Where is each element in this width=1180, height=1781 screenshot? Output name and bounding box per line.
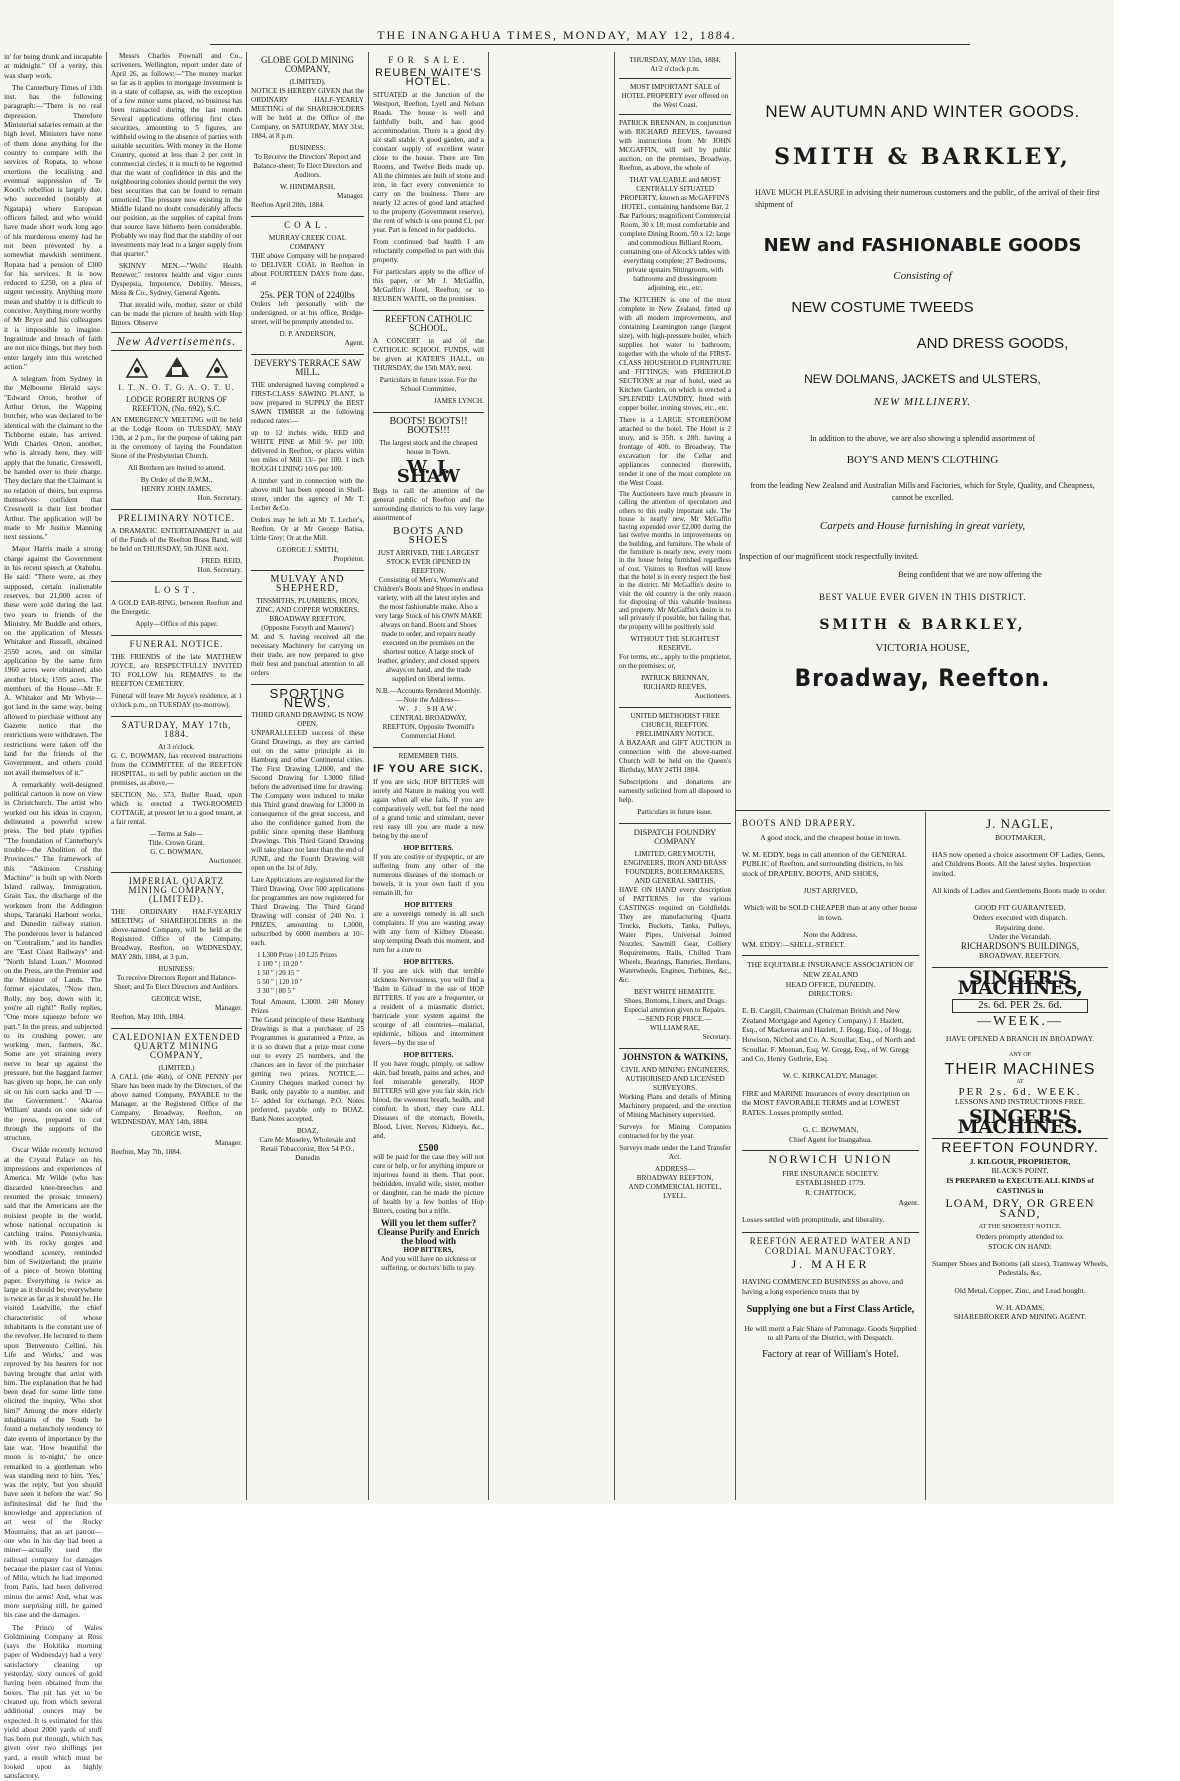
lodge-signer: HENRY JOHN JAMES, <box>141 485 212 493</box>
norwich-role: Agent. <box>898 1197 919 1207</box>
dispatch-sub2: ENGINEERS, IRON AND BRASS FOUNDERS, BOILERMAKERS, AND GENERAL SMITHS, <box>623 859 727 886</box>
coal-body: THE above Company will be prepared to DELIVER COAL in Reefton in about FOURTEEN DAYS from date, at <box>251 252 364 287</box>
prelim-body: A DRAMATIC ENTERTAINMENT in aid of the Funds of the Reefton Brass Band, will be held on THURSDAY, 5th JUNE next. <box>111 527 242 553</box>
catholic-body: A CONCERT in aid of the CATHOLIC SCHOOL FUNDS, will be given at KATER'S HALL, on THURSDAY, the 15th MAY, next. <box>373 337 484 372</box>
sawmill-body: THE undersigned having completed a FIRST-CLASS SAWING PLANT, is now prepared to SUPPLY the BEST SAWN TIMBER at the following reduced rates:— <box>251 381 364 425</box>
norwich-notice <box>742 1152 919 1224</box>
johnston-heading: JOHNSTON & WATKINS, <box>622 1052 728 1063</box>
imperial-role: Manager. <box>215 1004 242 1012</box>
equitable-signer: G. C. BOWMAN, <box>802 1125 859 1134</box>
foundry-stock: STOCK ON HAND: <box>988 1241 1052 1251</box>
methodist-body: A BAZAAR and GIFT AUCTION in connection with the above-named Church will be held on the Queen's Birthday, MAY 24TH 1884. <box>619 739 731 775</box>
hop-body6: will be paid for the case they will not cure or help, or for anything impure or injurious found in them. That poor, bedridden, invalid wife, sister, mother or daughter, can be made the picture of health by a few bottles of Hop Bitters, costing but a trifle. <box>373 1153 484 1215</box>
nagle-addr: BROADWAY, REEFTON. <box>979 951 1061 961</box>
sporting-agent: BOAZ, <box>296 1127 319 1135</box>
advert-best-value: BEST VALUE EVER GIVEN IN THIS DISTRICT. <box>819 592 1026 602</box>
nagle-under: Under the Verandah. <box>988 932 1052 942</box>
globe-items: To Receive the Directors' Report and Balance-sheet; To Elect Directors and Auditors. <box>253 153 362 179</box>
prelim-signer: FRED. REID, <box>201 557 242 565</box>
sale-terms: —Terms at Sale— <box>149 830 204 838</box>
reuben-body3: For particulars apply to the office of this paper, or Mr J. McGaffin, McGaffin's Hotel, Reefton; or to REUBEN WAITE, on the premises. <box>373 268 484 303</box>
singer-heading: SINGER'S MACHINES, <box>957 966 1083 999</box>
nagle-body2: All kinds of Ladies and Gentlemens Boots made to order. <box>932 886 1107 896</box>
hop-bitters-label: HOP BITTERS. <box>403 958 454 966</box>
foundry-notice-time: AT THE SHORTEST NOTICE. <box>978 1223 1062 1231</box>
eddy-body2: Which will be SOLD CHEAPER than at any other house in town. <box>743 903 918 922</box>
mcgaffin-heading: THURSDAY, MAY 15th, 1884, <box>629 56 721 64</box>
advert-consisting: Consisting of <box>893 270 952 282</box>
lost-apply: Apply—Office of this paper. <box>135 620 218 628</box>
hop-heading: IF YOU ARE SICK. <box>373 763 484 775</box>
hop-bitters-label: HOP BITTERS, <box>403 1246 454 1254</box>
mulvay-heading: MULVAY AND SHEPHERD, <box>270 574 345 594</box>
globe-date: Reefton April 28th, 1884. <box>251 201 325 209</box>
foundry-agent: W. H. ADAMS, <box>995 1302 1045 1312</box>
hop-reward: £500 <box>418 1143 439 1154</box>
sale-heading: SATURDAY, MAY 17th, 1884. <box>121 720 232 739</box>
sawmill-heading: DEVERY'S TERRACE SAW MILL. <box>253 358 362 377</box>
advert-new-goods: NEW and FASHIONABLE GOODS <box>763 235 1082 256</box>
eddy-sig: WM. EDDY:—SHELL-STREET. <box>742 939 846 949</box>
sporting-agent-addr: Care Mr Moseley, Wholesale and Retail Tobacconist, Box 54 P.O., Dunedin <box>259 1136 356 1162</box>
foundry-body3: Old Metal, Copper, Zinc, and Lead bought. <box>954 1285 1086 1295</box>
coal-signer: D. P. ANDERSON, <box>279 330 336 338</box>
sawmill-notice <box>251 359 364 564</box>
lodge-name: LODGE ROBERT BURNS OF REEFTON, (No. 692), S.C. <box>126 395 227 413</box>
mulvay-addr2: (Opposite Forsyth and Masters') <box>261 624 354 632</box>
lost-heading: LOST. <box>154 585 199 595</box>
johnston-body2: Surveys for Mining Companies contracted for by the year. <box>619 1123 731 1141</box>
globe-body: NOTICE IS HEREBY GIVEN that the ORDINARY HALF-YEARLY MEETING of the SHAREHOLDERS will be held at the Office of the Company, on SATURDAY, MAY 31st, 1884, at 8 p.m. <box>251 87 364 140</box>
column-2 <box>107 52 246 1497</box>
column-rule <box>488 52 489 1500</box>
caledonian-heading: CALEDONIAN EXTENDED QUARTZ MINING COMPANY, <box>112 1032 241 1060</box>
coal-price: 25s. PER TON of 2240lbs <box>260 290 355 300</box>
aerated-water-notice <box>742 1237 919 1360</box>
mcgaffin-signer1: PATRICK BRENNAN, <box>641 674 709 683</box>
johnston-notice <box>619 1053 731 1201</box>
aerated-body: HAVING COMMENCED BUSINESS as above, and having a long experience trusts that by <box>742 1277 904 1296</box>
aerated-heading: REEFTON AERATED WATER AND CORDIAL MANUFACTORY. <box>749 1235 912 1256</box>
mcgaffin-sale-notice <box>619 56 731 701</box>
hop-body5: If you have rough, pimply, or sallow skin, bad breath, pains and aches, and feel miserable generally, HOP BITTERS will give you fair skin, rich blood, the sweetest breath, health, and comfort. In short, they cure ALL Diseases of the stomach, Bowels, Blood, Liver, Nerves, Kidneys, &c., and, <box>373 1060 484 1140</box>
equitable-role: Chief Agent for Inangahua. <box>788 1134 873 1144</box>
advert-tweeds: NEW COSTUME TWEEDS <box>791 299 974 316</box>
dispatch-foundry-notice <box>619 828 731 1042</box>
dispatch-shoes: Shoes, Bottoms, Liners, and Drags. <box>624 997 726 1006</box>
column-1 <box>0 52 106 1781</box>
sporting-notice <box>251 686 364 1163</box>
prelim-role: Hon. Secretary. <box>197 566 242 574</box>
smith-barkley-advert <box>735 52 1110 807</box>
shaw-tag: The largest stock and the cheapest house in Town. <box>379 439 478 456</box>
news-paragraph: A remarkably well-designed political cartoon is now on view in Christchurch. The artist who worked out his ideas in crayon, delineated a powerful screw press. The bed plate typifies "The foundation of Canterbury's trouble—the Abolition of the Provinces." The framework of this "Atkinson Crushing Machine" is built up with North Island railway, Immigration, Grain Tax, the discharge of the workmen from the Addington shops, Taranaki Harbour works, and Dunedin railway station. The ponderous lever is balanced on "Centralism," and its handles are "East Coast Railways" and "North Island Loan." Mounted on the Press, are the Premier and the Minister of Lands. The former ejaculates, "Now then, Rolly, my boy, down with it; you're all right!" Rolly replies, "One more squeeze before we part." In the press, and subjected to its crushing power, are working men, farmers, &c. Some are yet straining every nerve to bear up against the pressure, but the haggard farmer has given up hope, he can only sit on his corn sacks and 'D —the Government.' 'Akaroa William' stands on one side of the press, prepared to cut through the supports of the structure. <box>4 779 102 1143</box>
caledonian-body: A CALL (the 46th), of ONE PENNY per Share has been made by the Directors, of the above named Company, PAYABLE to the Manager, at the Registered Office of the Company, Broadway, Reefton, on WEDNESDAY, MAY 14th, 1884. <box>111 1073 242 1126</box>
eddy-notice <box>742 819 919 949</box>
prize-row: 3 30 " | 80 5 " <box>257 987 296 995</box>
shaw-name: W. J. SHAW <box>396 457 461 487</box>
shaw-note: —Note the Address— <box>396 696 461 704</box>
hop-cleanse: Cleanse Purify and Enrich the blood with <box>377 1227 480 1246</box>
caledonian-signer: GEORGE WISE, <box>151 1130 202 1138</box>
foundry-notice <box>932 1139 1108 1322</box>
johnston-sub2: AUTHORISED AND LICENSED SURVEYORS. <box>625 1075 725 1093</box>
hop-bitters-notice <box>373 752 484 1273</box>
advert-mills: from the leading New Zealand and Australian Mills and Factories, which for Style, Quality, and Cheapness, cannot be excelled. <box>750 481 1095 502</box>
singer-their: THEIR MACHINES <box>944 1060 1096 1078</box>
hop-bitters-label: HOP BITTERS. <box>403 844 454 852</box>
shaw-boots: BOOTS! BOOTS!! BOOTS!!! <box>389 416 468 436</box>
hop-bitters-label: HOP BITTERS. <box>403 1051 454 1059</box>
coal-role: Agent. <box>344 339 364 347</box>
singer-week: —WEEK.— <box>977 1013 1063 1029</box>
mcgaffin-body: PATRICK BRENNAN, in conjunction with RICHARD REEVES, favoured with instructions from Mr JOHN MCGAFFIN, will sell by public auction, on the premises, Broadway, Reefton, as above, the whole of <box>619 119 731 172</box>
news-paragraph: Major Harris made a strong charge against the Government in his recent speech at Otahuhu. He said: "There were, as they supposed, certain inalienable reserves, but 21,000 acres of these were sold during the last two years to friends of the Ministry. Mr Buddle and others, on the application of Messrs Whitaker and Russell, obtained 2550 acres, and on similar application by the same firm 1960 acres were obtained; also another block; 1595 acres. The members of the House—Mr F. A. Whitaker and Mr Whyte—got land in the same way, being allowed to purchase without any Gazette notice that the restrictions were withdrawn. The restrictions were taken off the land for the friends of the Government, and others could not avail themselves of it." <box>4 544 102 777</box>
advert-addition: In addition to the above, we are also showing a splendid assortment of <box>809 434 1036 443</box>
sporting-body: UNPARALLELED success of these Grand Drawings, as they are carried out on the same principle as in Hamburg and other Continental cities. The First Drawing L2000, and the Second Drawing for L3000 filled before the advertised time for drawing. The Company were induced to make this Third grand drawing for L3000 in consequence of the great success, and also the confidence gained from the public since opening these Hamburg Drawings. This Third Grand Drawing will take place not later than the end of JUNE, and the Fourth Drawing will open on the 1st of July. <box>251 729 364 872</box>
column-4 <box>369 52 488 1497</box>
funeral-body: THE FRIENDS of the late MATTHEW JOYCE, are RESPECTFULLY INVITED TO FOLLOW his REMAINS to the REEFTON CEMETERY. <box>111 653 242 688</box>
johnston-body3: Surveys made under the Land Transfer Act. <box>619 1144 731 1162</box>
advert-inspection: Inspection of our magnificent stock respectfully invited. <box>739 552 919 561</box>
equitable-notice <box>742 960 919 1144</box>
column-7 <box>926 815 1114 1500</box>
johnston-addr: ADDRESS— <box>655 1165 695 1174</box>
prelim-heading: PRELIMINARY NOTICE. <box>117 513 236 523</box>
foundry-loam: LOAM, DRY, OR GREEN SAND, <box>945 1196 1095 1220</box>
nagle-sub: BOOTMAKER, <box>995 832 1045 842</box>
nagle-repair: Repairing done. <box>995 922 1045 932</box>
hop-body2: If you are costive or dyspeptic, or are suffering from any other of the numerous diseases of the stomach or bowels, it is your own fault if you remain ill, for <box>373 853 484 897</box>
coal-notice <box>251 221 364 348</box>
masthead-title: THE INANGAHUA TIMES, MONDAY, MAY 12, 1884. <box>377 28 737 42</box>
methodist-notice <box>619 712 731 817</box>
nagle-notice <box>932 816 1108 961</box>
dispatch-sub: LIMITED, GREYMOUTH, <box>634 850 716 859</box>
singer-lessons: LESSONS AND INSTRUCTIONS FREE. <box>955 1097 1085 1107</box>
foundry-body: IS PREPARED to EXECUTE ALL KINDS of CASTINGS in <box>946 1176 1094 1195</box>
singer-notice <box>932 966 1108 1138</box>
lost-notice <box>111 586 242 629</box>
johnston-addr3: AND COMMERCIAL HOTEL, LYELL. <box>628 1183 722 1201</box>
globe-sub: (LIMITED). <box>289 78 326 86</box>
sporting-total: Total Amount, L3000. 240 Money Prizes <box>251 998 364 1015</box>
sale-time: At 3 o'clock. <box>158 743 195 751</box>
sporting-heading: SPORTING NEWS. <box>269 686 346 710</box>
equitable-manager: W. C. KIRKCALDY, Manager. <box>782 1071 879 1081</box>
foundry-orders: Orders promptly attended to. <box>976 1231 1064 1241</box>
prize-row: 1 100 " | 10 20 " <box>257 960 303 968</box>
eddy-tag: A good stock, and the cheapest house in town. <box>760 832 901 842</box>
mulvay-sub: TINSMITHS, PLUMBERS, IRON, ZINC, AND COPPER WORKERS, <box>255 597 360 614</box>
globe-signer: W. HINDMARSH, <box>279 183 336 191</box>
hop-bitters-label: HOP BITTERS <box>404 901 453 909</box>
hop-end: And you will have no sickness or suffering, or doctors' bills to pay. <box>380 1255 477 1272</box>
column-3 <box>247 52 368 1497</box>
news-paragraph: The Canterbury Times of 13th inst. has the following paragraph:—"There is no real depression. Therefore Ministerial salaries remain at the high level. Ministers have none of them done anything for the country to compare with the services of Ropata, to whose exertions the localising and eventual suppression of Te Kooti's rebellion is largely due, who succeeded (notably at Ngatapa) where European officers failed, and who would have made short work long ago of his murderous enemy had he not been prevented by a somewhat mawkish sentiment. Ropata had a pension of £300 for his services. It is now reduced to £250, on a plea of urgent necessity. Anything more mean and shabby it is difficult to conceive. Anything more worthy of Mr Bryce and his colleagues it is impossible to imagine. Ingratitude and breach of faith are not nice things, but they both enter largely into this wretched action." <box>4 82 102 371</box>
funeral-heading: FUNERAL NOTICE. <box>129 639 224 649</box>
lodge-order-by: By Order of the R.W.M., <box>140 476 213 484</box>
advert-address: Broadway, Reefton. <box>794 664 1051 692</box>
sale-signer: G. C. BOWMAN, <box>150 848 203 856</box>
nagle-bldg: RICHARDSON'S BUILDINGS, <box>960 940 1080 951</box>
sawmill-signer: GEORGE J. SMITH, <box>276 546 339 554</box>
aerated-supply: Supplying one but a First Class Article, <box>746 1304 915 1316</box>
norwich-est: ESTABLISHED 1779. <box>795 1178 866 1188</box>
foundry-prop: J. KILGOUR, PROPRIETOR, <box>969 1156 1071 1166</box>
advert-millinery: NEW MILLINERY. <box>873 396 972 408</box>
johnston-sub: CIVIL AND MINING ENGINEERS, <box>621 1066 729 1075</box>
prize-table <box>257 951 358 996</box>
advert-firm-name: SMITH & BARKLEY, <box>774 144 1071 170</box>
dispatch-role: Secretary. <box>702 1033 731 1042</box>
reuben-heading: REUBEN WAITE'S HOTEL. <box>375 67 482 88</box>
aerated-name: J. MAHER <box>791 1257 870 1272</box>
reuben-notice <box>373 69 484 304</box>
singer-per: PER 2s. 6d. WEEK. <box>958 1085 1082 1098</box>
dispatch-price: —SEND FOR PRICE.— <box>638 1015 712 1024</box>
mcgaffin-signer2: RICHARD REEVES, <box>643 683 707 692</box>
funeral-body2: Funeral will leave Mr Joyce's residence, at 1 o'clock p.m., on TUESDAY (to-morrow). <box>111 692 242 709</box>
dispatch-repairs: Especial attention given to Repairs. <box>624 1006 726 1015</box>
shaw-body2: Consisting of Men's, Women's and Children's Boots and Shoes in endless variety, with all the latest styles and the most fashionable make. Also a very large Stock of his OWN MAKE always on hand. Boots and Shoes made to order, and repairs neatly executed on the premises on the shortest notice. A large stock of leather, grindery, and closed uppers always on hand, and the trade supplied on liberal terms. <box>373 576 484 683</box>
lodge-invite: All Brethren are invited to attend. <box>128 464 225 472</box>
methodist-body3: Particulars in future issue. <box>637 808 713 817</box>
prize-row: 1 L300 Prize | 10 L25 Prizes <box>257 951 337 959</box>
for-sale-heading: FOR SALE. <box>388 55 469 65</box>
sawmill-body2: A timber yard in connection with the above mill has been opened in Shell-street, under the agency of Mr T. Lecher & Co. <box>251 477 364 512</box>
shaw-addr: CENTRAL BROADWAY, REEFTON, Opposite Twomill's Commercial Hotel. <box>382 714 475 740</box>
equitable-body: E. B. Cargill, Chairman (Chairman British and New Zealand Mortgage and Agency Company.) J. Hazlett, Esq., of Mackerras and Hazlett, J. Hogg, Esq., of Hogg, Howison, Nichol and Co. A. Scoullar, Esq., of North and Scoullar. F. Meenan, Esq. W. Gregg, Esq., of W. Gregg and Co. Henry Guthrie, Esq. <box>742 1006 915 1064</box>
norwich-agent: R. CHATTOCK, <box>804 1187 857 1197</box>
funeral-notice <box>111 640 242 710</box>
news-paragraph: The Prince of Wales Goldmining Company at Ross (says the Hokitika morning paper of Wednesday) had a very satisfactory cleaning up yesterday, sixty ounces of gold having been obtained from the boxes. The pit has yet to be cleaned up, from which several additional ounces may be expected. It is estimated for this yield about 2000 yards of stuff has been put through, which has given over two shillings per yard, a result which must be looked upon as highly satisfactory. <box>4 1622 102 1781</box>
advert-headline: NEW AUTUMN AND WINTER GOODS. <box>765 102 1080 121</box>
advert-victoria: VICTORIA HOUSE, <box>875 642 970 654</box>
mcgaffin-store: There is a LARGE STOREROOM attached to the hotel. The Hotel is 2 story, and is 35ft. x 28ft. having a frontage of 40ft. to Broadway. The excavation for the Cellar and appliances connected therewith, render it one of the most complete on the West Coast. <box>619 416 731 487</box>
aerated-factory: Factory at rear of William's Hotel. <box>762 1349 899 1361</box>
imperial-body: THE ORDINARY HALF-YEARLY MEETING of SHAREHOLDERS in the above-named Company, will be held at the Registered Office of the Company, Broadway, Reefton, on WEDNESDAY, MAY 28th, 1884, at 3 p.m. <box>111 908 242 961</box>
sawmill-body3: Orders may be left at Mr T. Lecher's, Reefton. Or at Mr George Batisa, Little Grey; Or at the Mill. <box>251 516 364 542</box>
advert-dolmans: NEW DOLMANS, JACKETS and ULSTERS, <box>804 372 1041 386</box>
catholic-heading: REEFTON CATHOLIC SCHOOL. <box>384 314 473 333</box>
foundry-heading: REEFTON FOUNDRY. <box>941 1139 1099 1156</box>
lodge-body: AN EMERGENCY MEETING will be held at the Lodge Room on TUESDAY, MAY 13th, at 2 p.m., for the purpose of taking part in the ceremony of laying the Foundation Stone of the Presbyterian Church. <box>111 416 242 460</box>
news-paragraph: in' for being drunk and incapable at midnight." Of a verity, this was sharp work. <box>4 52 102 80</box>
column-5 <box>615 52 735 1497</box>
nagle-heading: J. NAGLE, <box>986 816 1054 831</box>
sale-body: G. C. BOWMAN, has received instructions from the COMMITTEE of the REEFTON HOSPITAL, to sell by public auction on the premises, as above,— <box>111 752 242 787</box>
shaw-notice <box>373 417 484 741</box>
catholic-body2: Particulars in future issue. For the School Committee, <box>379 376 478 393</box>
hop-question: Will you let them suffer? <box>380 1218 477 1228</box>
imperial-notice <box>111 877 242 1022</box>
prize-row: 5 50 " | 120 10 " <box>257 978 303 986</box>
equitable-office: HEAD OFFICE, DUNEDIN. <box>785 979 876 989</box>
hop-body3: are a sovereign remedy in all such complaints. If you are wasting away with any form of Kidney Disease, stop tempting Death this moment, and turn for a cure to <box>373 910 484 954</box>
coal-heading: COAL. <box>284 220 331 230</box>
advert-dress-goods: AND DRESS GOODS, <box>916 335 1069 352</box>
imperial-items: To receive Directors Report and Balance-Sheet; and To Elect Directors and Auditors. <box>114 974 239 991</box>
caledonian-date: Reefton, May 7th, 1884. <box>111 1148 182 1156</box>
globe-business: BUSINESS: <box>289 144 326 152</box>
johnston-addr2: BROADWAY REEFTON, <box>636 1174 714 1183</box>
shaw-body: Begs to call the attention of the general public of Reefton and the surrounding districts to his very large assortment of <box>373 487 484 522</box>
coal-company: MURRAY CREEK COAL COMPANY <box>268 234 347 251</box>
reuben-body: SITUATED at the Junction of the Westport, Reefton, Lyell and Nelson Roads. The house is well and faithfully built, and has good accommodation. There is a good dry six stall stable. A good garden, and a constant supply of excellent water close to the house. There are Ten Rooms, and Twelve Beds made up. All the chimnies are built of stone and iron, in fact every convenience to carry on the business. There are nearly 12 acres of good land attached to the property (Government reserve), the rent of which is one pound £1, per year. Part is fenced in for paddocks. <box>373 91 484 234</box>
imperial-heading: IMPERIAL QUARTZ MINING COMPANY, (LIMITED). <box>128 876 225 904</box>
eddy-heading: BOOTS AND DRAPERY. <box>742 818 856 828</box>
globe-role: Manager. <box>337 192 364 200</box>
imperial-date: Reefton, May 10th, 1884. <box>111 1013 185 1021</box>
advert-carpets: Carpets and House furnishing in great variety, <box>819 520 1026 532</box>
dispatch-white: BEST WHITE HEMATITE. <box>634 988 716 997</box>
imperial-business: BUSINESS: <box>158 965 195 973</box>
hop-body: If you are sick, HOP BITTERS will surely aid Nature in making you well again when all else fails. If you are comparatively well, but feel the need of a grand tonic and stimulant, never rest easy till you are made a new being by the use of <box>373 778 484 840</box>
sale-role: Auctioneer. <box>208 857 242 865</box>
advert-intro: HAVE MUCH PLEASURE in advising their numerous customers and the public, of the arrival of their first shipment of <box>755 188 1100 209</box>
caledonian-notice <box>111 1033 242 1157</box>
equitable-body2: FIRE and MARINE Insurances of every description on the MOST FAVORABLE TERMS and at LOWEST RATES. Losses promptly settled. <box>742 1088 910 1117</box>
singer-at: AT <box>1016 1079 1024 1086</box>
lodge-role: Hon. Secretary. <box>197 494 242 502</box>
caledonian-sub: (LIMITED.) <box>158 1064 195 1072</box>
prize-row: 1 50 " | 20 15 " <box>257 969 300 977</box>
johnston-body: Working Plans and details of Mining Machinery prepared, and the erection of Mining Machinery supervised. <box>619 1093 731 1120</box>
singer-body: HAVE OPENED A BRANCH IN BROADWAY. <box>946 1033 1094 1043</box>
foundry-agent2: SHAREBROKER AND MINING AGENT. <box>953 1312 1087 1322</box>
imperial-signer: GEORGE WISE, <box>151 995 202 1003</box>
mulvay-body: M. and S. having received all the necessary Machinery for carrying on their trade, are now prepared to give their best and punctual attention to all orders <box>251 633 364 677</box>
news-paragraph: SKINNY MEN.—"Wells' Health Renewer," restores health and vigor cures Dyspepsia, Impotence, Debility. Messrs, Moss & Co., Sydney, General Agents. <box>111 262 242 297</box>
mcgaffin-kitchen: The KITCHEN is one of the most complete in New Zealand, fitted up with all modern improvements, and containing Leamington range (largest size), with high-pressure boiler, which supplies hot water to bathroom; together with the whole of the FIRST-CLASS HOUSEHOLD FURNITURE and FITTINGS; with FREEHOLD SECTIONS at rear of hotel, used as Kitchen Garden, on which is erected a SPLENDID LAUNDRY, fitted with copper boiler, ironing stoves, etc., etc. <box>619 296 731 412</box>
eddy-body: W. M. EDDY, begs to call attention of the GENERAL PUBLIC of Reefton, and surrounding districts, to his stock of DRAPERY, BOOTS, AND SHOES, <box>742 849 907 878</box>
sporting-sub: THIRD GRAND DRAWING IS NOW OPEN. <box>251 711 364 728</box>
hop-body4: If you are sick with that terrible sickness Nervousness, you will find a 'Balm in Gilead' in the use of HOP BITTERS. If you are a frequenter, or a resident of a miasmatic district, barricade your system against the scourge of all countries—malarial, epidemic, bilious and intermittent fevers—by the use of <box>373 967 484 1047</box>
nagle-body: HAS now opened a choice assortment OF Ladies, Gents, and Childrens Boots. All the latest styles. Inspection invited. <box>932 849 1105 878</box>
advert-firm-name-footer: SMITH & BARKLEY, <box>819 617 1026 633</box>
advert-confident: Being confident that we are now offering the <box>898 570 1042 579</box>
news-paragraph: A telegram from Sydney in the Melbourne Herald says: "Edward Orton, brother of Arthur Orton, the Wapping butcher, who was declared to be identical with the claimant to the Tichborne estate, has arrived. With Charles Orton, another, who is already here, they will apply that the lunatic, Cresswell, be handed over to their charge. They declare that the Claimant is no relation of theirs, but express themselves confident that Cresswell is their lost brother Arthur. The application will be made to Mr Justice Manning next sessions." <box>4 374 102 542</box>
mcgaffin-terms: For terms, etc., apply to the proprietor, on the premises; or, <box>619 653 731 671</box>
norwich-heading: NORWICH UNION <box>768 1152 893 1167</box>
shaw-nb: N.B.—Accounts Rendered Monthly. <box>375 687 482 695</box>
lodge-notice <box>111 355 242 503</box>
equitable-directors: DIRECTORS: <box>808 989 853 999</box>
equitable-heading: THE EQUITABLE INSURANCE ASSOCIATION OF NEW ZEALAND <box>747 960 914 979</box>
singer-heading-2: SINGER'S MACHINES. <box>957 1106 1083 1138</box>
nagle-good: GOOD FIT GUARANTEED. <box>974 903 1066 913</box>
masthead-rule <box>210 44 970 45</box>
mcgaffin-title: MOST IMPORTANT SALE of HOTEL PROPERTY ever offered on the West Coast. <box>621 83 729 109</box>
coal-body2: Orders left personally with the undersigned, or at his office, Bridge-street, will be promptly attended to. <box>251 300 364 326</box>
norwich-body: Losses settled with promptitude, and liberality. <box>742 1214 885 1224</box>
singer-any: ANY OF <box>1009 1052 1031 1059</box>
catholic-signer: JAMES LYNCH. <box>433 397 484 405</box>
reuben-body2: From continued bad health I am reluctantly compelled to part with this property. <box>373 238 484 264</box>
shaw-sig: W. J. SHAW. <box>398 705 459 713</box>
norwich-sub: FIRE INSURANCE SOCIETY. <box>782 1168 879 1178</box>
sale-section: SECTION No. 573, Buller Road, upon which is erected a TWO-ROOMED COTTAGE, at present let to a good tenant, at a fair rental. <box>111 791 242 826</box>
lost-body: A GOLD EAR-RING, between Reefton and the Energetic. <box>111 599 242 616</box>
mcgaffin-role: Auctioneers. <box>694 692 731 701</box>
foundry-addr: BLACK'S POINT, <box>991 1166 1049 1176</box>
caledonian-role: Manager. <box>215 1139 242 1147</box>
hop-remember: REMEMBER THIS. <box>398 752 459 760</box>
methodist-heading: UNITED METHODIST FREE CHURCH, REEFTON. <box>630 712 720 730</box>
sporting-body2: Late Applications are registered for the Third Drawing. Over 500 applications for programmes are now registered for Third Drawing. The Third Grand Drawing will consist of 240 No. 1 PRIZES, amounting to L3000, subscribed by 6000 members at 10/- each. <box>251 876 364 947</box>
news-paragraph: That invalid wife, mother, sister or child can be made the picture of health with Hop Bitters. Observe <box>111 301 242 327</box>
masonic-emblem-icon <box>117 355 237 381</box>
sawmill-rates: up to 12 inches wide, RED and WHITE PINE at Mill 9/- per 100; delivered in Reefton, or places within ten miles of Mill 13/- per 100. 1 inch ROUGH LINING 10/6 per 100. <box>251 429 364 473</box>
dispatch-heading: DISPATCH FOUNDRY COMPANY <box>633 827 717 847</box>
prelim-notice <box>111 514 242 575</box>
sporting-body3: The Grand principle of these Hamburg Drawings is that a purchaser of 25 Programmes is guaranteed a Prize, as it is so drawn that a prize must come out to every 25 numbers, and the chances are in favor of the purchaser getting two prizes. NOTICE.—Country Cheques marked correct by Bank, only payable to a number, and 1/- added for exchange. P.O. Notes preferred, payable only to BOAZ. Bank Notes accepted. <box>251 1016 364 1123</box>
globe-heading: GLOBE GOLD MINING COMPANY, <box>261 55 354 74</box>
sawmill-role: Proprietor. <box>333 555 364 563</box>
advert-clothing: BOY'S AND MEN'S CLOTHING <box>846 454 999 466</box>
singer-price: 2s. 6d. PER 2s. 6d. <box>952 999 1088 1013</box>
mcgaffin-reserve: WITHOUT THE SLIGHTEST RESERVE. <box>630 635 720 653</box>
section-rule <box>735 810 1110 811</box>
eddy-note: Note the Address. <box>803 930 858 940</box>
mulvay-addr: BROADWAY REEFTON. <box>269 615 346 623</box>
aerated-body2: He will merit a Fair Share of Patronage. Goods Supplied to all Parts of the District, with Despatch. <box>744 1323 917 1343</box>
globe-notice <box>251 56 364 210</box>
news-paragraph: Oscar Wilde recently lectured at the Crystal Palace on his impressions and experiences of America. Mr Wilde (who has discarded knee-breeches and resumed the prosaic trousers) said that the Americans are the noisiest people in the world, whose national occupation is catching trains. Pennsylvania, with its rocky gorges and woodland scenery, reminded him of Switzerland; the prairie of a piece of brown blotting paper. Everything is twice as large as it should be; everywhere is twice as far as it should be. He visited Leadville, the chief characteristic of whose inhabitants is the constant use of the revolver. He lectured to them upon 'Benvenuto Cellini, his Life and Works,' and was reproved by his hearers for not having brought that artist with him. The explanation that he had been dead for some little time elicited the inquiry, 'Who shot him?' Among the more elderly inhabitants of the South he found a melancholy tendency to date events of importance by the late war. 'How beautiful the moon is to-night,' he once remarked to a gentleman who was standing next to him. 'Yes,' was the reply, 'but you should have seen it before the war.' So infinitesimal did he find the knowledge and appreciation of art west of the Rocky Mountains, that an art patron—one who in his day had been a miner—actually sued the railroad company for damages because the plaster cast of Venus of Milo, which he had imported from Paris, had been delivered minus the arms! And, what was more surprising still, he gained his case and the damages. <box>4 1145 102 1620</box>
shaw-range: BOOTS AND SHOES <box>392 525 465 546</box>
section-heading: New Advertisements. <box>116 334 237 348</box>
hospital-sale-notice <box>111 721 242 866</box>
methodist-sub: PRELIMINARY NOTICE. <box>635 730 715 739</box>
mcgaffin-property: THAT VALUABLE and MOST CENTRALLY SITUATED PROPERTY, known as McGAFFIN'S HOTEL, containing handsome Bar, 2 Bar Parlours; magnificent Commercial Room, 30 x 18; most comfortable and complete Dining Room, 50 x 12; large and commodious Billiard Room, containing one of Alcock's tables with everything complete; 27 Bedrooms, private upstairs Sittingroom, with bathrooms and dressingroom adjoining, etc., etc. <box>619 176 731 292</box>
shaw-arrived: JUST ARRIVED, THE LARGEST STOCK EVER OPENED IN REEFTON. <box>377 549 480 575</box>
column-6 <box>736 815 925 1500</box>
foundry-body2: Stamper Shoes and Bottoms (all sizes), Tramway Wheels, Pedestals, &c. <box>932 1258 1108 1278</box>
mulvay-notice <box>251 575 364 678</box>
eddy-arrived: JUST ARRIVED, <box>803 886 858 896</box>
lodge-order: I. T. N. O. T. G. A. O. T. U. <box>118 383 235 392</box>
dispatch-body: HAVE ON HAND every description of PATTERNS for the various CASTINGS required on Goldfields. They are manufacturing Quartz Trucks, Buckets, Tanks, Pulleys, Water Pipes, Universal Jointed Nozzles, Sawmill Gear, Colliery Requirements, Rails, Chilled Tram Wheels, Bearings, Batteries, Berdans, Waterwheels, Engines, Turbines, &c., &c. <box>619 886 731 985</box>
sale-title: Title. Crown Grant. <box>148 839 205 847</box>
catholic-notice <box>373 315 484 406</box>
dispatch-signer: WILLIAM RAE, <box>650 1024 700 1033</box>
methodist-body2: Subscriptions and donations are earnestly solicited from all disposed to help. <box>619 778 731 805</box>
mcgaffin-time: At 2 o'clock p.m. <box>650 65 700 73</box>
news-paragraph: Messrs Charles Pownall and Co., scriveners, Wellington, report under date of April 26, as follows:—"The money market so far as it applies to mortgage investment is in a state of collapse, as, with the exception of a few minor sums placed, no business has been transacted during the last month. Several applications offering first class securities, amounting to 5 figures, are withheld owing to the absence of parties with suitable securities. With money in the Home Country, quoted at less than 2 per cent in commercial circles, it is much to be regretted that the want of confidence in this and the neighbouring colonies should permit the very best securities that can be found to remain unnoticed. The pressure now existing in the Middle Island no doubt considerably affects our position, as the supplies of capital from that source have hitherto been considerable. Probably we may find that the stability of our investments may lead to a larger supply from that quarter." <box>111 52 242 258</box>
mcgaffin-auction: The Auctioneers have much pleasure in calling the attention of speculators and others to this really important sale. The house is nearly new, Mr McGaffin having expended over £2,000 during the last twelve months in improvements on the building, and furniture. The whole of the furniture is nearly new, every room in the house being furnished regardless of cost. Visitors to Reefton will know that the hotel is in every respect the best in the district. Mr McGaffin's desire to visit the old country is the only reason for disposing of this valuable business and property. Mr McGaffin's desire is to sell privately if possible, but failing that, the property will be positively sold <box>619 491 731 631</box>
nagle-orders: Orders executed with dispatch. <box>972 912 1068 922</box>
